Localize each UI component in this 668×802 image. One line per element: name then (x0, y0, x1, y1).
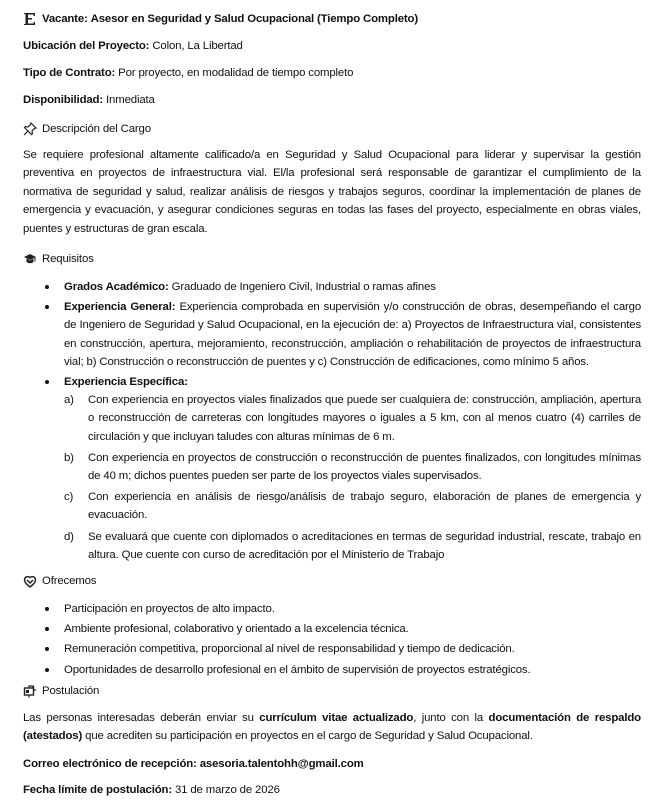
documents-emphasis: documentación de respaldo (atestados) (23, 712, 641, 743)
requirement-text: Experiencia comprobada en supervisión y/o construcción de obras, desempeñando el cargo de Ingeniero de Seguridad y Salud Ocupacional, en la ejecución de: a) Proyectos de Infraestructura vial, consistentes en construcción, apertura, mejoramiento, reconstrucción, ampliación o rehabilitación de proyectos de infraestructura vial; b) Construcción o reconstrucción de puentes y c) Construcción de edificaciones, como mínimo 5 años. (64, 301, 642, 368)
vacancy-label: Vacante: (42, 13, 88, 25)
description-heading-text: Descripción del Cargo (42, 123, 151, 135)
contract-row (23, 64, 641, 82)
offer-heading-text: Ofrecemos (42, 575, 97, 587)
requirement-item-degree (0, 278, 641, 296)
requirement-label: Experiencia Específica: (64, 376, 188, 389)
specific-experience-item (64, 449, 641, 485)
contract-value: Por proyecto, en modalidad de tiempo completo (118, 67, 354, 79)
application-text (23, 709, 641, 746)
email-label: Correo electrónico de recepción: (23, 758, 197, 770)
requirement-item-specific-experience (0, 373, 641, 564)
availability-label: Disponibilidad: (23, 94, 104, 106)
application-text-part: , junto con la (413, 712, 489, 724)
requirement-label: Experiencia General: (64, 301, 176, 314)
pushpin-icon (23, 122, 37, 136)
graduation-cap-icon (23, 252, 37, 266)
offer-item: Ambiente profesional, colaborativo y orientado a la excelencia técnica. (0, 620, 641, 638)
location-value: Colon, La Libertad (152, 40, 243, 52)
specific-experience-item (64, 488, 641, 524)
specific-experience-item (64, 391, 641, 446)
description-heading (23, 120, 641, 138)
offer-item: Oportunidades de desarrollo profesional en el ámbito de supervisión de proyectos estratégicos. (0, 661, 641, 679)
specific-experience-list (64, 391, 641, 564)
requirement-item-general-experience (0, 298, 641, 371)
offer-item: Remuneración competitiva, proporcional al nivel de responsabilidad y tiempo de dedicación. (0, 640, 641, 658)
requirements-heading (23, 250, 641, 268)
email-link[interactable]: asesoria.talentohh@gmail.com (199, 758, 364, 770)
offer-item: Participación en proyectos de alto impacto. (0, 600, 641, 618)
item-text: Se evaluará que cuente con diplomados o acreditaciones en termas de seguridad industrial, rescate, trabajo en altura. Que cuente con curso de acreditación por el Ministerio de Trabajo (88, 530, 641, 561)
cv-emphasis: currículum vitae actualizado (259, 712, 414, 724)
application-heading-text: Postulación (42, 685, 100, 697)
location-row (23, 37, 641, 55)
offer-list (0, 600, 668, 681)
application-text-part: que acrediten su participación en proyectos en el cargo de Seguridad y Salud Ocupacional. (82, 730, 533, 743)
item-marker: a) (64, 394, 74, 407)
application-text-part: Las personas interesadas deberán enviar su (23, 712, 260, 724)
vacancy-value: Asesor en Seguridad y Salud Ocupacional (Tiempo Completo) (90, 13, 418, 25)
item-text: Con experiencia en análisis de riesgo/análisis de trabajo seguro, elaboración de planes de emergencia y evacuación. (88, 491, 641, 522)
application-heading (23, 682, 641, 700)
requirements-list (0, 278, 668, 567)
blackletter-e-icon (23, 12, 37, 26)
item-marker: d) (64, 530, 74, 543)
item-text: Con experiencia en proyectos de construcción o reconstrucción de puentes finalizados, con longitudes mínimas de 40 m; dichos puentes pueden ser parte de los proyectos viales supervisados. (88, 451, 641, 483)
requirements-heading-text: Requisitos (42, 253, 94, 265)
item-text: Con experiencia en proyectos viales finalizados que puede ser cualquiera de: construcción, ampliación, apertura o reconstrucción de carreteras con longitudes mayores o iguales a 5 km, con al menos cuatro (4) carriles de circulación y que incluyan taludes con alturas mínimas de 6 m. (88, 394, 641, 443)
item-marker: b) (64, 451, 74, 464)
item-marker: c) (64, 491, 74, 504)
mailbox-icon (23, 684, 37, 698)
contract-label: Tipo de Contrato: (23, 67, 116, 79)
email-row (23, 755, 641, 773)
availability-row (23, 91, 641, 109)
requirement-text: Graduado de Ingeniero Civil, Industrial o ramas afines (171, 281, 436, 293)
availability-value: Inmediata (106, 94, 155, 106)
deadline-label: Fecha límite de postulación: (23, 784, 172, 796)
deadline-row (23, 781, 641, 799)
handshake-icon (23, 574, 37, 588)
deadline-value: 31 de marzo de 2026 (174, 784, 280, 796)
description-text: Se requiere profesional altamente calificado/a en Seguridad y Salud Ocupacional para liderar y supervisar la gestión preventiva en proyectos de infraestructura vial. El/la profesional será responsable de garantizar el cumplimiento de la normativa de seguridad y salud, realizar análisis de riesgos y trabajos seguros, coordinar la implementación de planes de emergencia y evacuación, y asegurar condiciones seguras en todas las fases del proyecto, especialmente en obras viales, puentes y estructuras de gran escala. (23, 149, 641, 235)
requirement-label: Grados Académico: (64, 281, 169, 293)
specific-experience-item (64, 528, 641, 564)
location-label: Ubicación del Proyecto: (23, 40, 150, 52)
offer-heading (23, 572, 641, 590)
vacancy-title (23, 10, 641, 28)
